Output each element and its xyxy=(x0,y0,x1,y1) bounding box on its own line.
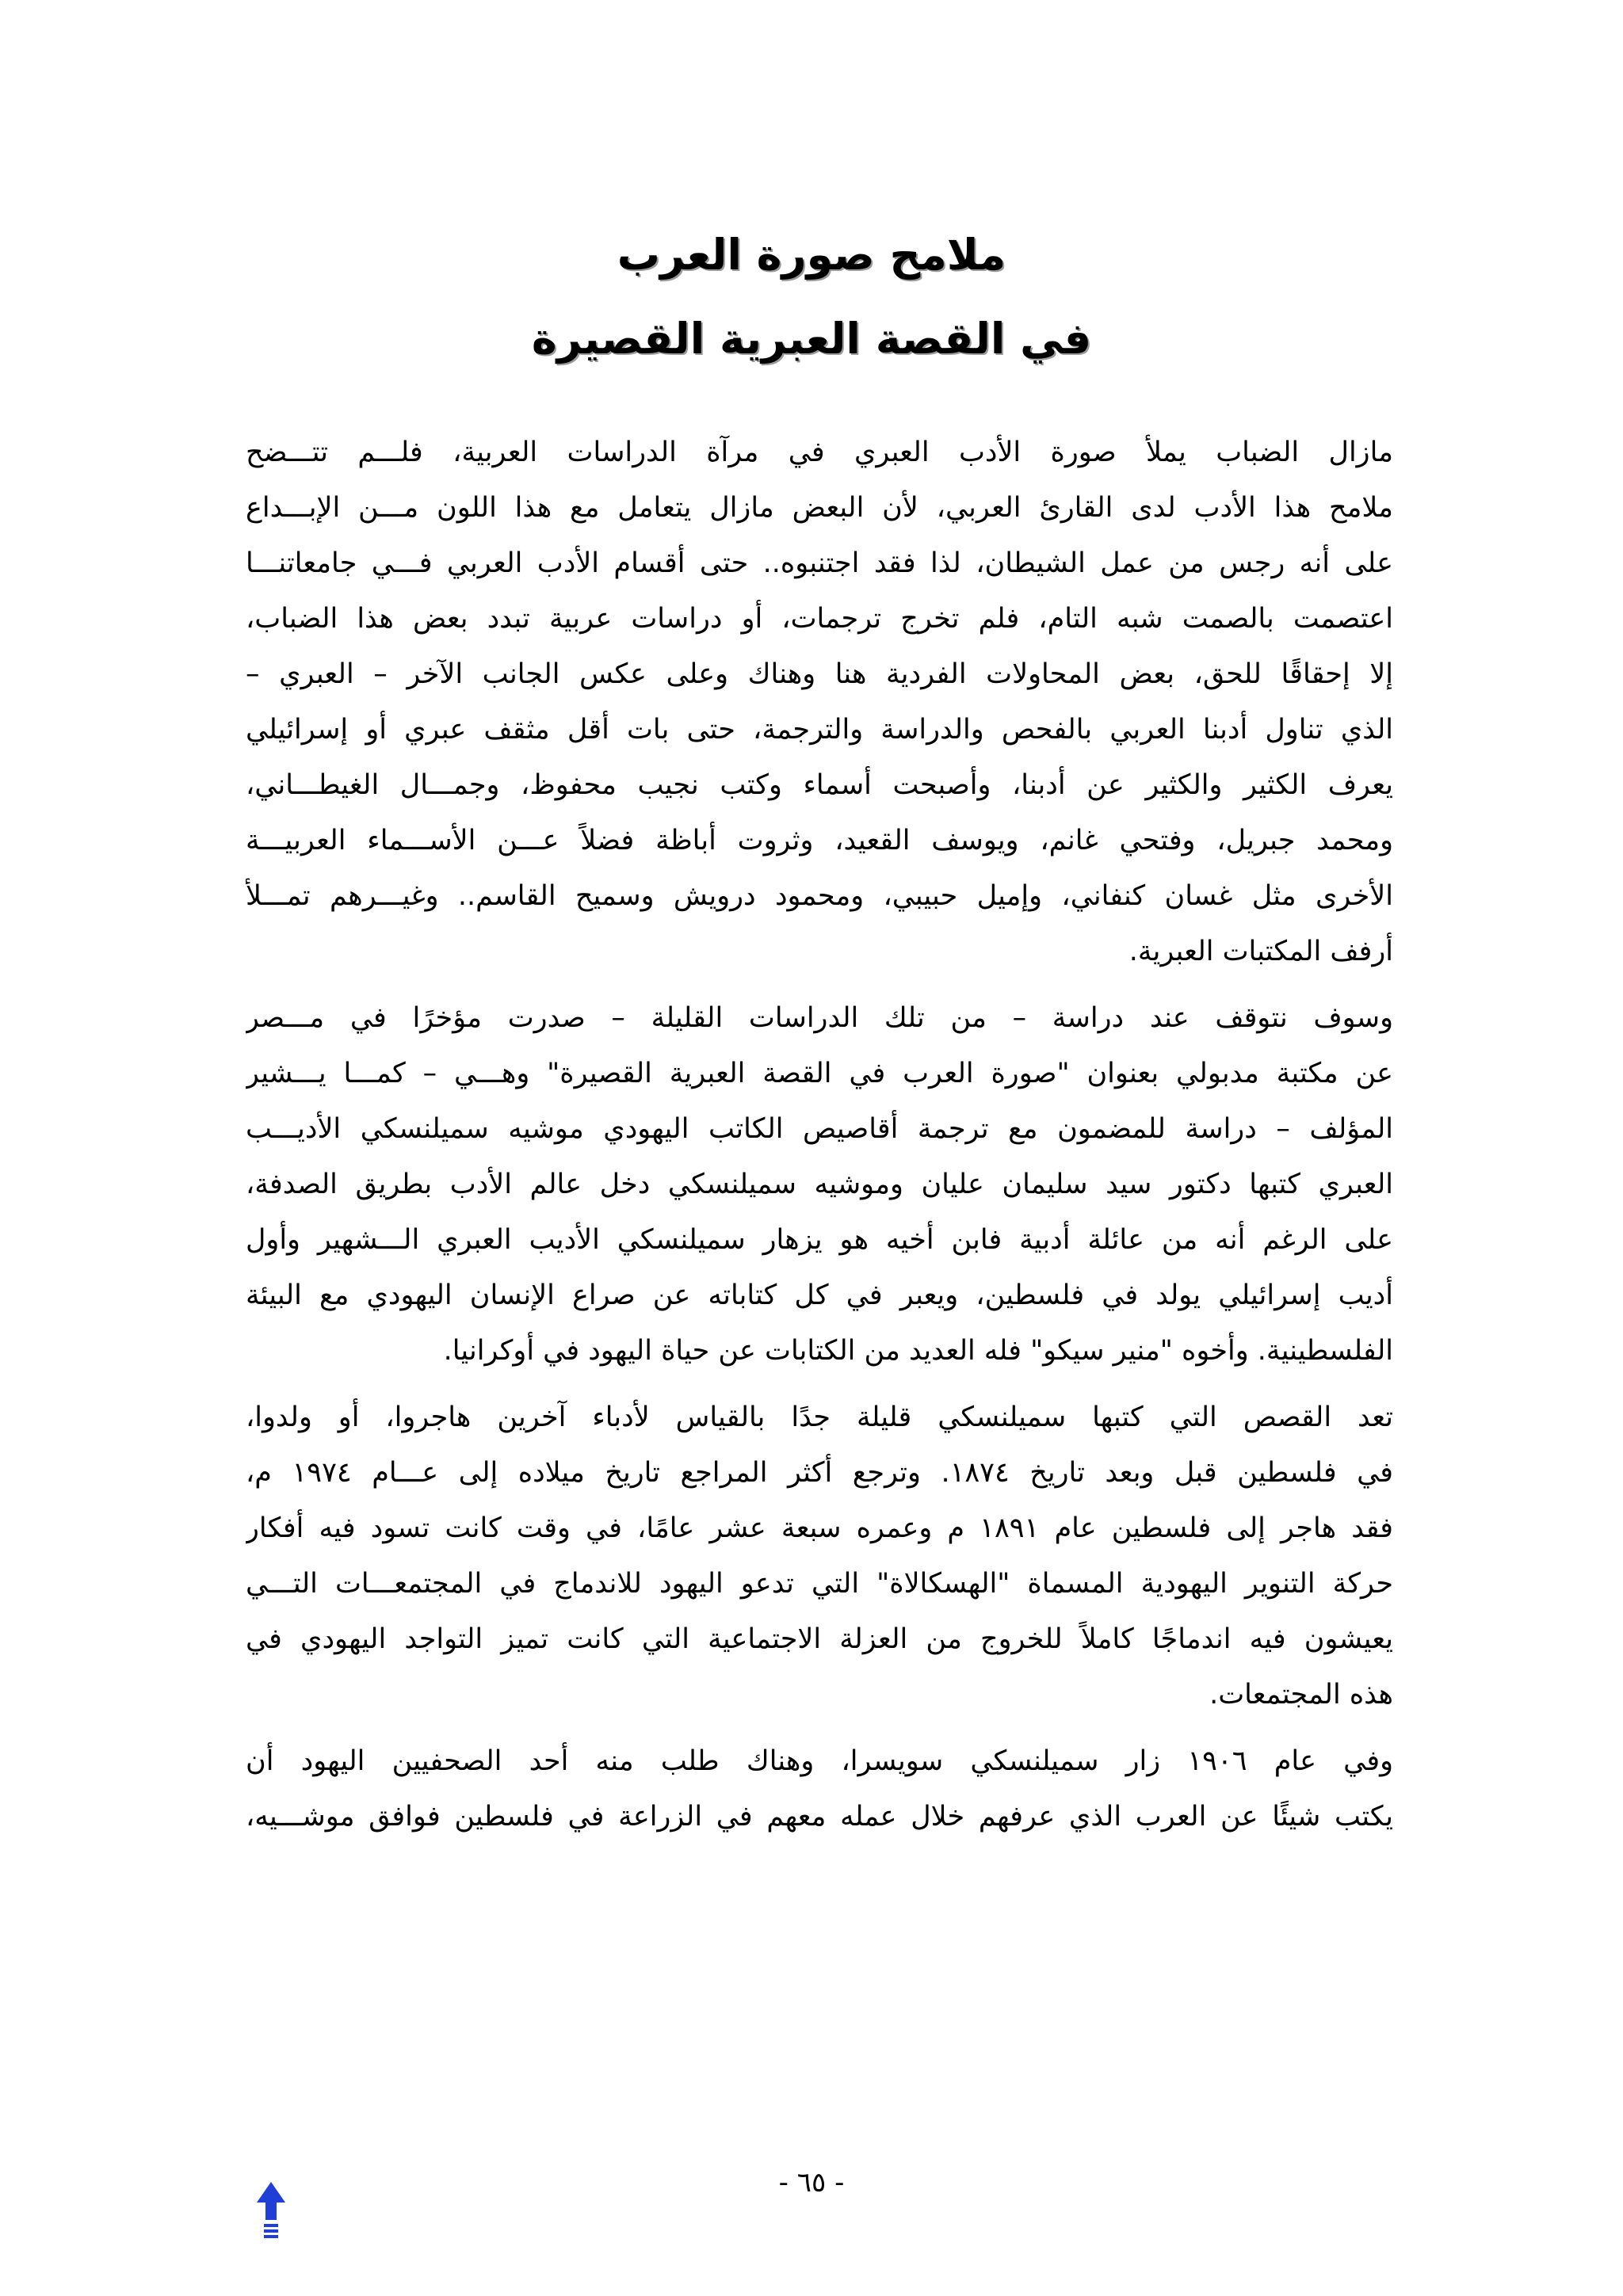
paragraph-3 xyxy=(246,1390,1393,1722)
text-line: الفلسطينية. وأخوه "منير سيكو" فله العديد من الكتابات عن حياة اليهود في أوكرانيا. xyxy=(443,1335,1393,1367)
text-line: حركة التنوير اليهودية المسماة "الهسكالاة" التي تدعو اليهود للاندماج في المجتمعـــات التـــي xyxy=(246,1568,1393,1600)
text-line: المؤلف – دراسة للمضمون مع ترجمة أقاصيص الكاتب اليهودي موشيه سميلنسكي الأديـــب xyxy=(246,1113,1393,1145)
text-line: مازال الضباب يملأ صورة الأدب العبري في مرآة الدراسات العربية، فلـــم تتـــضح xyxy=(246,437,1393,468)
text-line: عن مكتبة مدبولي بعنوان "صورة العرب في القصة العبرية القصيرة" وهـــي – كمـــا يـــشير xyxy=(246,1058,1393,1089)
page-title-line-2: في القصة العبرية القصيرة xyxy=(531,314,1092,364)
text-line: تعد القصص التي كتبها سميلنسكي قليلة جدًا بالقياس لأدباء آخرين هاجروا، أو ولدوا، xyxy=(246,1402,1393,1433)
text-line: هذه المجتمعات. xyxy=(1209,1679,1393,1711)
text-line: على أنه رجس من عمل الشيطان، لذا فقد اجتنبوه.. حتى أقسام الأدب العربي فـــي جامعاتنـــا xyxy=(246,547,1393,579)
text-line: ملامح هذا الأدب لدى القارئ العربي، لأن البعض مازال يتعامل مع هذا اللون مـــن الإبـــداع xyxy=(246,492,1393,524)
text-line: وفي عام ١٩٠٦ زار سميلنسكي سويسرا، وهناك طلب منه أحد الصحفيين اليهود أن xyxy=(246,1745,1393,1777)
text-line: اعتصمت بالصمت شبه التام، فلم تخرج ترجمات، أو دراسات عربية تبدد بعض هذا الضباب، xyxy=(246,603,1393,635)
text-line: العبري كتبها دكتور سيد سليمان عليان وموشيه سميلنسكي دخل عالم الأدب بطريق الصدفة، xyxy=(246,1169,1393,1200)
paragraph-4 xyxy=(246,1733,1393,1844)
page-title-line-1: ملامح صورة العرب xyxy=(617,230,1006,280)
text-line: في فلسطين قبل وبعد تاريخ ١٨٧٤. وترجع أكثر المراجع تاريخ ميلاده إلى عـــام ١٩٧٤ م، xyxy=(246,1457,1393,1489)
text-line: على الرغم أنه من عائلة أدبية فابن أخيه هو يزهار سميلنسكي الأديب العبري الـــشهير وأول xyxy=(246,1224,1393,1256)
text-line: ومحمد جبريل، وفتحي غانم، ويوسف القعيد، وثروت أباظة فضلاً عـــن الأســـماء العربيـــة xyxy=(246,825,1393,856)
paragraph-1 xyxy=(246,425,1393,979)
text-line: يعرف الكثير والكثير عن أدبنا، وأصبحت أسماء وكتب نجيب محفوظ، وجمـــال الغيطـــاني، xyxy=(246,769,1393,801)
text-line: أرفف المكتبات العبرية. xyxy=(1128,936,1393,967)
text-line: الأخرى مثل غسان كنفاني، وإميل حبيبي، ومحمود درويش وسميح القاسم.. وغيـــرهم تمـــلأ xyxy=(246,880,1393,912)
text-line: إلا إحقاقًا للحق، بعض المحاولات الفردية هنا وهناك وعلى عكس الجانب الآخر – العبري – xyxy=(246,658,1393,690)
arrow-up-icon-graphic xyxy=(255,2180,287,2244)
text-line: الذي تناول أدبنا العربي بالفحص والدراسة والترجمة، حتى بات أقل مثقف عبري أو إسرائيلي xyxy=(246,714,1393,746)
article-body xyxy=(246,425,1393,1855)
text-line: أديب إسرائيلي يولد في فلسطين، ويعبر في كل كتاباته عن صراع الإنسان اليهودي مع البيئة xyxy=(246,1280,1393,1311)
text-line: وسوف نتوقف عند دراسة – من تلك الدراسات القليلة – صدرت مؤخرًا في مـــصر xyxy=(246,1002,1393,1034)
page-number: - ٦٥ - xyxy=(778,2167,845,2199)
text-line: يعيشون فيه اندماجًا كاملاً للخروج من العزلة الاجتماعية التي كانت تميز التواجد اليهودي في xyxy=(246,1623,1393,1655)
text-line: يكتب شيئًا عن العرب الذي عرفهم خلال عمله معهم في الزراعة في فلسطين فوافق موشـــيه، xyxy=(246,1801,1393,1833)
paragraph-2 xyxy=(246,990,1393,1379)
arrow-up-icon[interactable] xyxy=(255,2180,287,2244)
text-line: فقد هاجر إلى فلسطين عام ١٨٩١ م وعمره سبعة عشر عامًا، في وقت كانت تسود فيه أفكار xyxy=(246,1512,1393,1544)
